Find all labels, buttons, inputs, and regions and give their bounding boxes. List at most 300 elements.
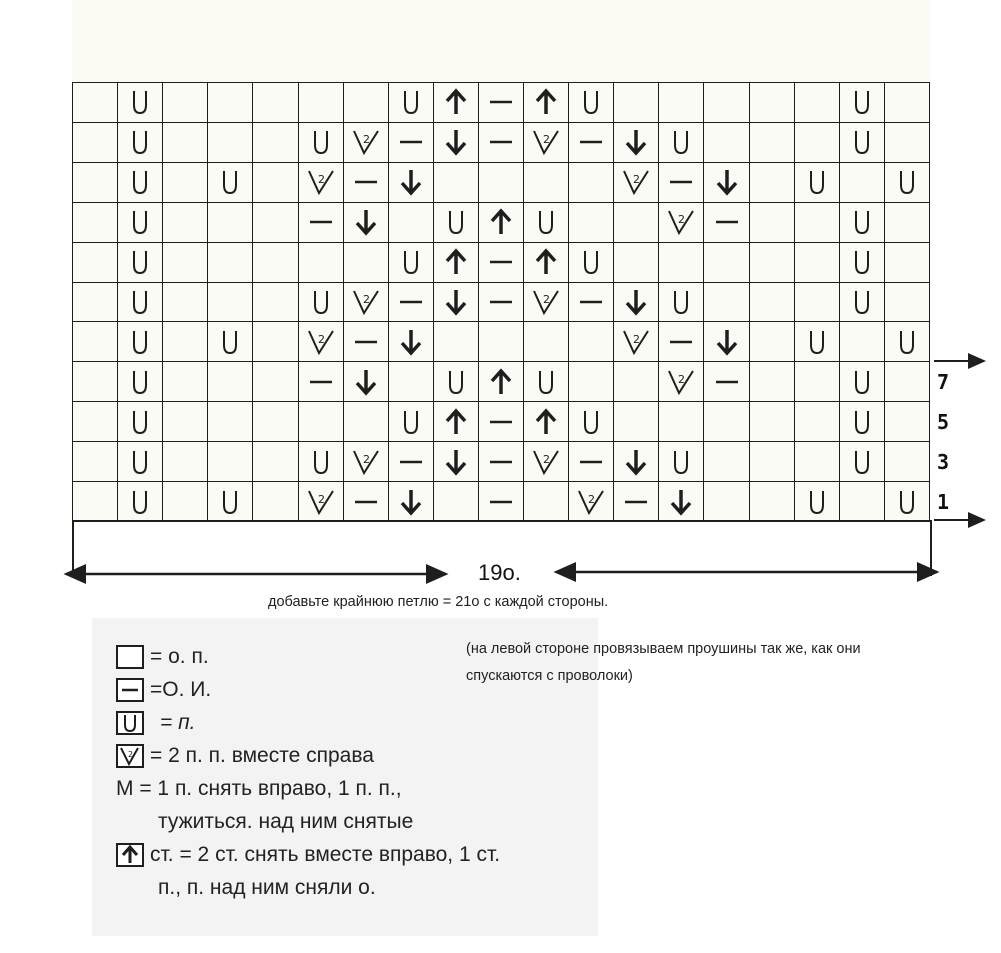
svg-text:2: 2 <box>678 213 686 227</box>
chart-cell <box>569 203 614 243</box>
k2tog-icon <box>352 288 380 316</box>
chart-cell <box>524 123 569 163</box>
chart-cell <box>208 482 253 522</box>
chart-cell <box>163 442 208 482</box>
chart-cell <box>208 83 253 123</box>
chart-cell <box>344 322 389 362</box>
svg-text:2: 2 <box>543 292 551 306</box>
chart-cell <box>885 123 930 163</box>
chart-cell <box>299 402 344 442</box>
chart-cell <box>614 83 659 123</box>
chart-cell <box>750 362 795 402</box>
right-extent-line <box>930 520 932 576</box>
chart-cell <box>163 83 208 123</box>
chart-cell <box>704 123 749 163</box>
chart-cell <box>840 83 885 123</box>
k2tog-icon <box>667 208 695 236</box>
chart-cell <box>569 482 614 522</box>
chart-cell <box>704 322 749 362</box>
chart-cell <box>299 482 344 522</box>
chart-cell <box>479 83 524 123</box>
stitch-count-label: 19о. <box>478 560 521 585</box>
chart-cell <box>840 243 885 283</box>
chart-cell <box>840 442 885 482</box>
chart-cell <box>299 123 344 163</box>
chart-cell <box>389 243 434 283</box>
u-loop-icon <box>216 488 244 516</box>
dash-icon <box>307 368 335 396</box>
chart-cell <box>704 362 749 402</box>
chart-cell <box>885 163 930 203</box>
chart-cell <box>253 243 298 283</box>
chart-cell <box>569 283 614 323</box>
u-loop-icon <box>126 448 154 476</box>
chart-cell <box>344 163 389 203</box>
chart-cell <box>524 243 569 283</box>
chart-cell <box>118 362 163 402</box>
chart-cell <box>479 123 524 163</box>
chart-cell <box>434 442 479 482</box>
chart-cell <box>344 482 389 522</box>
arrow-down-icon <box>442 128 470 156</box>
u-loop-icon <box>442 368 470 396</box>
chart-cell <box>299 203 344 243</box>
dash-icon <box>116 678 144 702</box>
chart-cell <box>434 402 479 442</box>
chart-cell <box>253 123 298 163</box>
u-loop-icon <box>397 408 425 436</box>
chart-cell <box>885 83 930 123</box>
chart-cell <box>479 482 524 522</box>
u-loop-icon <box>532 368 560 396</box>
u-loop-icon <box>803 328 831 356</box>
arrow-down-icon <box>622 128 650 156</box>
chart-cell <box>118 243 163 283</box>
dash-icon <box>397 288 425 316</box>
chart-cell <box>389 203 434 243</box>
chart-cell <box>750 243 795 283</box>
chart-cell <box>479 163 524 203</box>
chart-cell <box>524 482 569 522</box>
chart-cell <box>389 442 434 482</box>
svg-text:2: 2 <box>543 133 551 147</box>
u-loop-icon <box>442 208 470 236</box>
chart-cell <box>795 283 840 323</box>
arrow-up-icon <box>442 248 470 276</box>
arrow-up-icon <box>532 88 560 116</box>
dash-icon <box>352 328 380 356</box>
k2tog-icon <box>667 368 695 396</box>
k2tog-icon <box>352 128 380 156</box>
u-loop-icon <box>216 328 244 356</box>
chart-cell <box>118 163 163 203</box>
chart-cell <box>479 243 524 283</box>
chart-cell <box>73 243 118 283</box>
dash-icon <box>352 168 380 196</box>
legend-row-dash <box>116 673 500 706</box>
u-loop-icon <box>893 328 921 356</box>
chart-cell <box>569 243 614 283</box>
legend-m-line1: М = 1 п. снять вправо, 1 п. п., <box>116 776 402 800</box>
legend-arrow-line1: ст. = 2 ст. снять вместе вправо, 1 ст. <box>150 842 501 866</box>
k2tog-icon <box>532 128 560 156</box>
chart-cell <box>524 203 569 243</box>
chart-cell <box>253 442 298 482</box>
dash-icon <box>397 448 425 476</box>
chart-cell <box>118 322 163 362</box>
chart-cell <box>299 322 344 362</box>
u-loop-icon <box>803 488 831 516</box>
chart-cell <box>389 322 434 362</box>
chart-cell <box>614 442 659 482</box>
chart-cell <box>118 402 163 442</box>
legend-k2tog-text: = 2 п. п. вместе справа <box>150 743 374 767</box>
chart-cell <box>73 322 118 362</box>
chart-cell <box>118 283 163 323</box>
legend-m-line2: тужиться. над ним снятые <box>158 809 414 833</box>
u-loop-icon <box>667 128 695 156</box>
k2tog-icon <box>532 448 560 476</box>
u-loop-icon <box>848 368 876 396</box>
k2tog-icon <box>577 488 605 516</box>
chart-cell <box>569 163 614 203</box>
svg-text:2: 2 <box>128 749 134 759</box>
chart-cell <box>750 83 795 123</box>
chart-cell <box>750 322 795 362</box>
chart-cell <box>344 442 389 482</box>
chart-cell <box>208 123 253 163</box>
left-side-note-line2: спускаются с проволоки) <box>466 668 633 684</box>
chart-cell <box>389 362 434 402</box>
chart-cell <box>73 283 118 323</box>
dash-icon <box>487 408 515 436</box>
chart-cell <box>614 283 659 323</box>
chart-cell <box>389 123 434 163</box>
chart-cell <box>208 362 253 402</box>
chart-cell <box>344 283 389 323</box>
k2tog-icon <box>622 328 650 356</box>
chart-cell <box>659 243 704 283</box>
chart-cell <box>750 402 795 442</box>
u-loop-icon <box>848 248 876 276</box>
chart-cell <box>434 362 479 402</box>
k2tog-icon <box>532 288 560 316</box>
k2tog-icon <box>307 168 335 196</box>
chart-cell <box>73 482 118 522</box>
chart-cell <box>479 283 524 323</box>
arrow-up-icon <box>116 843 144 867</box>
chart-cell <box>704 283 749 323</box>
chart-cell <box>659 482 704 522</box>
dash-icon <box>622 488 650 516</box>
legend-row-m <box>116 772 500 805</box>
svg-text:2: 2 <box>317 492 325 506</box>
k2tog-icon <box>352 448 380 476</box>
u-loop-icon <box>893 488 921 516</box>
u-loop-icon <box>126 88 154 116</box>
knitting-chart-grid <box>72 82 930 522</box>
u-loop-icon <box>126 288 154 316</box>
arrow-up-icon <box>487 368 515 396</box>
u-loop-icon <box>126 248 154 276</box>
row-number-label: 3 <box>937 450 950 474</box>
chart-cell <box>344 243 389 283</box>
chart-cell <box>253 83 298 123</box>
dash-icon <box>713 368 741 396</box>
chart-cell <box>750 283 795 323</box>
arrow-down-icon <box>442 288 470 316</box>
u-loop-icon <box>848 288 876 316</box>
chart-cell <box>344 123 389 163</box>
dash-icon <box>577 288 605 316</box>
empty-square-icon <box>116 645 144 669</box>
chart-cell <box>885 442 930 482</box>
chart-cell <box>614 322 659 362</box>
svg-text:2: 2 <box>362 292 370 306</box>
chart-cell <box>389 283 434 323</box>
chart-cell <box>614 362 659 402</box>
chart-cell <box>118 203 163 243</box>
chart-cell <box>299 243 344 283</box>
u-loop-icon <box>848 128 876 156</box>
svg-text:2: 2 <box>588 492 596 506</box>
chart-cell <box>569 83 614 123</box>
chart-cell <box>659 83 704 123</box>
chart-cell <box>795 123 840 163</box>
legend-dash-text: =О. И. <box>150 677 212 701</box>
dash-icon <box>667 168 695 196</box>
chart-cell <box>253 402 298 442</box>
edge-stitch-note: добавьте крайнюю петлю = 21о с каждой стороны. <box>268 594 609 610</box>
chart-cell <box>569 123 614 163</box>
chart-cell <box>885 243 930 283</box>
chart-cell <box>163 482 208 522</box>
dash-icon <box>577 448 605 476</box>
chart-cell <box>73 362 118 402</box>
chart-cell <box>569 442 614 482</box>
u-loop-icon <box>532 208 560 236</box>
chart-cell <box>253 163 298 203</box>
chart-cell <box>524 402 569 442</box>
dash-icon <box>713 208 741 236</box>
chart-cell <box>614 163 659 203</box>
chart-cell <box>750 163 795 203</box>
chart-cell <box>208 322 253 362</box>
legend-row-m-cont <box>116 805 500 838</box>
chart-cell <box>73 203 118 243</box>
u-loop-icon <box>848 448 876 476</box>
chart-cell <box>569 322 614 362</box>
chart-cell <box>73 442 118 482</box>
chart-cell <box>840 362 885 402</box>
u-loop-icon <box>397 248 425 276</box>
chart-cell <box>704 442 749 482</box>
dash-icon <box>487 128 515 156</box>
chart-cell <box>389 163 434 203</box>
chart-cell <box>118 83 163 123</box>
u-loop-icon <box>307 448 335 476</box>
chart-cell <box>389 482 434 522</box>
chart-cell <box>795 203 840 243</box>
dash-icon <box>487 448 515 476</box>
arrow-up-icon <box>532 408 560 436</box>
arrow-down-icon <box>352 208 380 236</box>
chart-cell <box>795 362 840 402</box>
chart-cell <box>569 362 614 402</box>
chart-cell <box>299 442 344 482</box>
chart-cell <box>344 83 389 123</box>
chart-cell <box>840 283 885 323</box>
chart-cell <box>299 83 344 123</box>
chart-cell <box>73 402 118 442</box>
chart-cell <box>840 123 885 163</box>
chart-cell <box>299 283 344 323</box>
u-loop-icon <box>893 168 921 196</box>
chart-cell <box>208 283 253 323</box>
chart-bottom-border <box>72 520 930 522</box>
chart-cell <box>208 402 253 442</box>
dash-icon <box>487 88 515 116</box>
arrow-down-icon <box>622 288 650 316</box>
chart-cell <box>795 243 840 283</box>
arrow-down-icon <box>713 168 741 196</box>
u-loop-icon <box>307 288 335 316</box>
chart-cell <box>840 322 885 362</box>
chart-cell <box>344 402 389 442</box>
u-loop-icon <box>577 408 605 436</box>
chart-cell <box>163 322 208 362</box>
u-loop-icon <box>126 368 154 396</box>
chart-top-margin <box>72 0 930 82</box>
u-loop-icon <box>126 208 154 236</box>
u-loop-icon <box>126 168 154 196</box>
legend-row-empty <box>116 640 500 673</box>
arrow-down-icon <box>397 168 425 196</box>
dash-icon <box>577 128 605 156</box>
arrow-down-icon <box>713 328 741 356</box>
arrow-down-icon <box>442 448 470 476</box>
chart-cell <box>659 362 704 402</box>
u-loop-icon <box>848 208 876 236</box>
chart-cell <box>885 203 930 243</box>
u-loop-icon <box>848 88 876 116</box>
dash-icon <box>487 248 515 276</box>
arrow-up-icon <box>442 408 470 436</box>
chart-cell <box>434 163 479 203</box>
chart-cell <box>659 442 704 482</box>
chart-cell <box>795 322 840 362</box>
chart-cell <box>344 362 389 402</box>
chart-cell <box>750 442 795 482</box>
legend-row-arrow <box>116 838 500 871</box>
left-side-note <box>466 636 986 690</box>
chart-cell <box>163 123 208 163</box>
chart-cell <box>614 123 659 163</box>
arrow-down-icon <box>667 488 695 516</box>
chart-cell <box>208 243 253 283</box>
chart-cell <box>795 402 840 442</box>
chart-cell <box>795 482 840 522</box>
chart-cell <box>208 203 253 243</box>
svg-text:2: 2 <box>633 173 641 187</box>
svg-text:2: 2 <box>317 332 325 346</box>
chart-cell <box>299 163 344 203</box>
chart-cell <box>253 362 298 402</box>
dash-icon <box>487 288 515 316</box>
u-loop-icon <box>126 328 154 356</box>
chart-cell <box>704 243 749 283</box>
u-loop-icon <box>397 88 425 116</box>
chart-cell <box>614 402 659 442</box>
chart-cell <box>795 163 840 203</box>
chart-cell <box>253 203 298 243</box>
chart-cell <box>479 322 524 362</box>
svg-text:2: 2 <box>678 372 686 386</box>
row-number-label: 5 <box>937 410 950 434</box>
chart-cell <box>840 482 885 522</box>
arrow-down-icon <box>397 328 425 356</box>
u-loop-icon <box>126 408 154 436</box>
chart-cell <box>524 283 569 323</box>
chart-cell <box>750 482 795 522</box>
chart-cell <box>614 203 659 243</box>
chart-cell <box>659 283 704 323</box>
chart-cell <box>885 322 930 362</box>
row-number-label: 1 <box>937 490 950 514</box>
chart-cell <box>704 482 749 522</box>
row-number-label: 7 <box>937 370 950 394</box>
chart-cell <box>163 243 208 283</box>
chart-cell <box>73 163 118 203</box>
chart-cell <box>885 283 930 323</box>
k2tog-icon <box>116 744 144 768</box>
chart-cell <box>163 203 208 243</box>
chart-cell <box>344 203 389 243</box>
chart-cell <box>524 442 569 482</box>
chart-cell <box>299 362 344 402</box>
chart-cell <box>389 402 434 442</box>
symbol-legend <box>116 640 500 904</box>
chart-cell <box>253 283 298 323</box>
dash-icon <box>487 488 515 516</box>
left-side-note-line1: (на левой стороне провязываем проушины так же, как они <box>466 641 861 657</box>
chart-cell <box>434 322 479 362</box>
chart-cell <box>524 83 569 123</box>
chart-cell <box>479 362 524 402</box>
dash-icon <box>352 488 380 516</box>
chart-cell <box>840 402 885 442</box>
chart-cell <box>795 442 840 482</box>
chart-cell <box>659 322 704 362</box>
u-loop-icon <box>126 488 154 516</box>
chart-cell <box>750 203 795 243</box>
k2tog-icon <box>307 328 335 356</box>
chart-cell <box>73 123 118 163</box>
u-loop-icon <box>216 168 244 196</box>
chart-cell <box>840 163 885 203</box>
chart-cell <box>434 482 479 522</box>
arrow-down-icon <box>622 448 650 476</box>
chart-cell <box>163 402 208 442</box>
k2tog-icon <box>307 488 335 516</box>
chart-cell <box>885 402 930 442</box>
chart-cell <box>434 203 479 243</box>
dash-icon <box>307 208 335 236</box>
chart-cell <box>704 83 749 123</box>
legend-loop-text: = п. <box>160 710 196 734</box>
arrow-down-icon <box>397 488 425 516</box>
u-loop-icon <box>803 168 831 196</box>
